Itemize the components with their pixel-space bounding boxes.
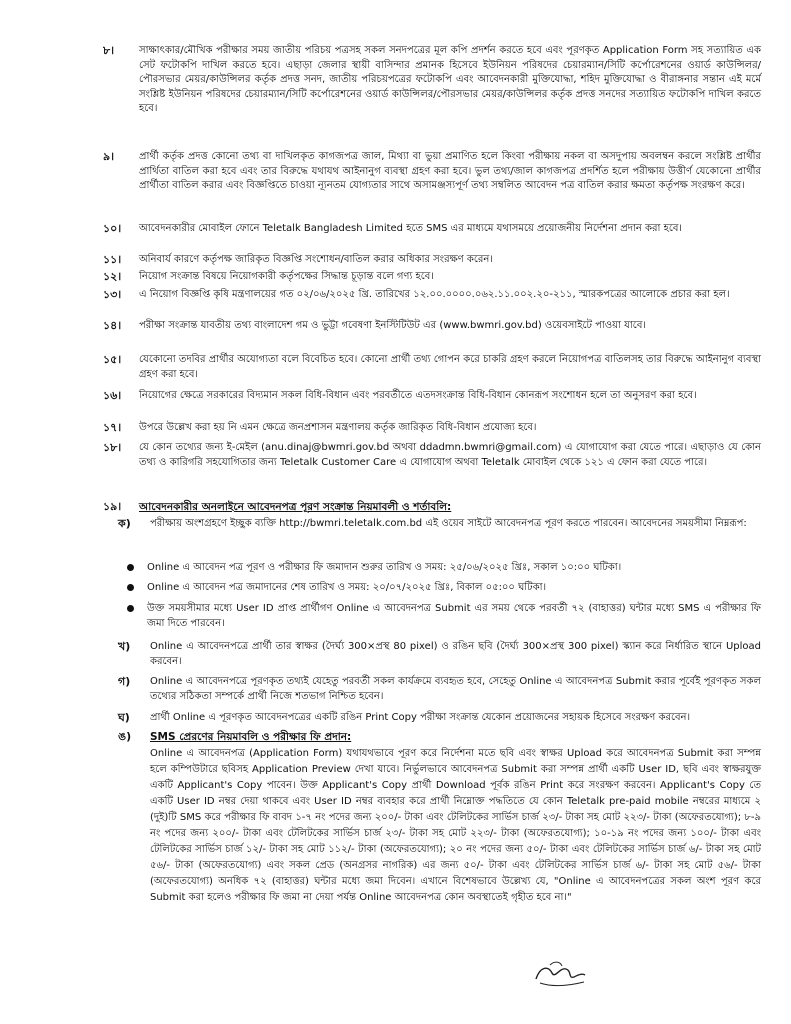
- sub-clause-text: Online এ আবেদনপত্রে প্রার্থী তার স্বাক্ষর (দৈর্ঘ্য 300×প্রস্থ 80 pixel) ও রঙিন ছবি (দৈর্ঘ্য 300×প্রস্থ 300 pixel) স্ক্যান করে নির্ধারিত স্থানে Upload করবেন।: [150, 641, 761, 667]
- clause-text: পরীক্ষা সংক্রান্ত যাবতীয় তথ্য বাংলাদেশ গম ও ভুট্টা গবেষণা ইনস্টিটিউট এর (www.bwmri.gov.bd) ওয়েবসাইটে পাওয়া যাবে।: [139, 320, 646, 331]
- bullet-text: Online এ আবেদন পত্র জমাদানের শেষ তারিখ ও সময়: ২০/০৭/২০২৫ খ্রিঃ, বিকাল ০৫:০০ ঘটিকা।: [147, 582, 547, 593]
- clause-text: যেকোনো তদবির প্রার্থীর অযোগ্যতা বলে বিবেচিত হবে। কোনো প্রার্থী তথ্য গোপন করে চাকরি গ্রহণ করলে নিয়োগপত্র বাতিলসহ তার বিরুদ্ধে আইনানুগ ব্যবস্থা গ্রহণ করা হবে।: [139, 354, 761, 380]
- clause-number: ১৫।: [103, 353, 122, 366]
- clause-text: নিয়োগ সংক্রান্ত বিষয়ে নিয়োগকারী কর্তৃপক্ষের সিদ্ধান্ত চূড়ান্ত বলে গণ্য হবে।: [139, 271, 434, 282]
- clause-text: এ নিয়োগ বিজ্ঞপ্তি কৃষি মন্ত্রণালয়ের গত ০২/০৬/২০২৫ খ্রি. তারিখের ১২.০০.০০০০.০৬২.১১.০০২.২০-২১১, স্মারকপত্রের আলোকে প্রচার করা হল।: [139, 289, 730, 300]
- bullet-icon: [127, 564, 134, 571]
- sub-clause-number: ক): [118, 517, 131, 530]
- bullet-text: উক্ত সময়সীমার মধ্যে User ID প্রাপ্ত প্রার্থীগণ Online এ আবেদনপত্র Submit এর সময় থেকে পরবর্তী ৭২ (বাহাত্তর) ঘন্টার মধ্যে SMS এ পরীক্ষার ফি জমা দিতে পারবেন।: [147, 603, 761, 629]
- sub-clause-heading: SMS প্রেরণের নিয়মাবলি ও পরীক্ষার ফি প্রদান:: [150, 731, 352, 743]
- bullet-text: Online এ আবেদন পত্র পূরণ ও পরীক্ষার ফি জমাদান শুরুর তারিখ ও সময়: ২৫/০৬/২০২৫ খ্রিঃ, সকাল ১০:০০ ঘটিকা।: [147, 562, 622, 573]
- sub-clause-number: ঙ): [118, 730, 132, 743]
- section-heading: আবেদনকারীর অনলাইনে আবেদনপত্র পূরণ সংক্রান্ত নিয়মাবলী ও শর্তাবলি:: [139, 501, 452, 513]
- clause-text: অনিবার্য কারণে কর্তৃপক্ষ জারিকৃত বিজ্ঞপ্তি সংশোধন/বাতিল করার অধিকার সংরক্ষণ করেন।: [139, 254, 493, 265]
- clause-number: ১৩।: [103, 288, 122, 301]
- bullet-icon: [127, 584, 134, 591]
- bullet-icon: [127, 605, 134, 612]
- clause-text: প্রার্থী কর্তৃক প্রদত্ত কোনো তথ্য বা দাখিলকৃত কাগজপত্র জাল, মিথ্যা বা ভুয়া প্রমাণিত হলে কিংবা পরীক্ষায় নকল বা অসদুপায় অবলম্বন করলে সংশ্লিষ্ট প্রার্থীর প্রার্থিতা বাতিল করা হবে এবং তার বিরুদ্ধে যথাযথ আইনানুগ ব্যবস্থা গ্রহণ করা হবে। ভুল তথ্য/জাল কাগজপত্র প্রদর্শিত হলে পরীক্ষায় উত্তীর্ণ যেকোনো প্রার্থীর প্রার্থীতা বাতিল করার এবং বিজ্ঞপ্তিতে চাওয়া ন্যূনতম যোগ্যতার সাথে অসামঞ্জস্যপূর্ণ তথ্য সম্বলিত আবেদন পত্র বাতিল করার ক্ষমতা কর্তৃপক্ষ সংরক্ষণ করে।: [139, 151, 761, 191]
- clause-text: আবেদনকারীর মোবাইল ফোনে Teletalk Bangladesh Limited হতে SMS এর মাধ্যমে যথাসময়ে প্রয়োজনীয় নির্দেশনা প্রদান করা হবে।: [139, 223, 682, 234]
- sub-clause-text: পরীক্ষায় অংশগ্রহণে ইচ্ছুক ব্যক্তি http://bwmri.teletalk.com.bd এই ওয়েব সাইটে আবেদনপত্র পূরণ করতে পারবেন। আবেদনের সময়সীমা নিম্নরূপ:: [150, 518, 747, 529]
- clause-number: ১৯।: [103, 500, 122, 513]
- sub-clause-text: প্রার্থী Online এ পূরণকৃত আবেদনপত্রের একটি রঙিন Print Copy পরীক্ষা সংক্রান্ত যেকোন প্রয়োজনের সহায়ক হিসেবে সংরক্ষণ করবেন।: [150, 712, 691, 723]
- sub-clause-number: খ): [118, 640, 131, 653]
- clause-text: নিয়োগের ক্ষেত্রে সরকারের বিদ্যমান সকল বিধি-বিধান এবং পরবর্তীতে এতদসংক্রান্ত বিধি-বিধান কোনরূপ সংশোধন হলে তা অনুসরণ করা হবে।: [139, 390, 697, 401]
- clause-number: ১৮।: [103, 441, 122, 454]
- sub-clause-number: ঘ): [118, 711, 130, 724]
- clause-text: উপরে উল্লেখ করা হয় নি এমন ক্ষেত্রে জনপ্রশাসন মন্ত্রণালয় কর্তৃক জারিকৃত বিধি-বিধান প্রযোজ্য হবে।: [139, 422, 537, 433]
- clause-number: ১২।: [103, 270, 122, 283]
- sub-clause-text: Online এ আবেদনপত্র (Application Form) যথাযথভাবে পূরণ করে নির্দেশনা মতে ছবি এবং স্বাক্ষর Upload করে আবেদনপত্র Submit করা সম্পন্ন হলে কম্পিউটারে ছবিসহ Application Preview দেখা যাবে। নির্ভুলভাবে আবেদনপত্র Submit করা সম্পন্ন প্রার্থী একটি User ID, ছবি এবং স্বাক্ষরযুক্ত একটি Applicant's Copy পাবেন। উক্ত Applicant's Copy প্রার্থী Download পূর্বক রঙিন Print করে সংরক্ষণ করবেন। Applicant's Copy তে একটি User ID নম্বর দেয়া থাকবে এবং User ID নম্বর ব্যবহার করে প্রার্থী নিম্নোক্ত পদ্ধতিতে যে কোন Teletalk pre-paid mobile নম্বরের মাধ্যমে ২ (দুই)টি SMS করে পরীক্ষার ফি বাবদ ১-৭ নং পদের জন্য ২০০/- টাকা এবং টেলিটকের সার্ভিস চার্জ ২৩/- টাকা সহ মোট ২২৩/- টাকা (অফেরতযোগ্য); ৮-৯ নং পদের জন্য ২০০/- টাকা এবং টেলিটকের সার্ভিস চার্জ ২৩/- টাকা সহ মোট ২২৩/- টাকা (অফেরতযোগ্য); ১০-১৯ নং পদের জন্য ১০০/- টাকা এবং টেলিটকের সার্ভিস চার্জ ১২/- টাকা সহ মোট ১১২/- টাকা (অফেরতযোগ্য); ২০ নং পদের জন্য ৫০/- টাকা এবং টেলিটকের সার্ভিস চার্জ ৬/- টাকা সহ মোট ৫৬/- টাকা (অফেরতযোগ্য) এবং সকল প্রেড (অনগ্রসর নাগরিক) এর জন্য ৫০/- টাকা এবং টেলিটকের সার্ভিস চার্জ ৬/- টাকা সহ মোট ৫৬/- টাকা (অফেরতযোগ্য) অনধিক ৭২ (বাহাত্তর) ঘন্টার মধ্যে জমা দিবেন। এখানে বিশেষভাবে উল্লেখ্য যে, "Online এ আবেদনপত্রের সকল অংশ পূরণ করে Submit করা হলেও পরীক্ষার ফি জমা না দেয়া পর্যন্ত Online আবেদনপত্র কোন অবস্থাতেই গৃহীত হবে না।": [150, 748, 761, 903]
- clause-text: যে কোন তথ্যের জন্য ই-মেইল (anu.dinaj@bwmri.gov.bd অথবা ddadmn.bwmri@gmail.com) এ যোগাযোগ করা যেতে পারে। এছাড়াও যে কোন তথ্য ও কারিগরি সহযোগিতার জন্য Teletalk Customer Care এ যোগাযোগ অথবা Teletalk মোবাইল থেকে ১২১ এ ফোন করা যেতে পারে।: [139, 442, 761, 468]
- clause-number: ১৪।: [103, 319, 122, 332]
- clause-number: ৯।: [103, 150, 115, 163]
- clause-number: ১১।: [103, 253, 122, 266]
- clause-number: ৮।: [103, 44, 115, 57]
- clause-text: সাক্ষাৎকার/মৌখিক পরীক্ষার সময় জাতীয় পরিচয় পত্রসহ সকল সনদপত্রের মূল কপি প্রদর্শন করতে হবে এবং পূরণকৃত Application Form সহ সত্যায়িত এক সেট ফটোকপি দাখিল করতে হবে। এছাড়া জেলার স্থায়ী বাসিন্দার প্রমানক হিসেবে ইউনিয়ন পরিষদের চেয়ারম্যান/সিটি কর্পোরেশনের ওয়ার্ড কাউন্সিলর/পৌরসভার মেয়র/কাউন্সিলর কর্তৃক প্রদত্ত সনদ, জাতীয় পরিচয়পত্রের ফটোকপি এবং আবেদনকারী মুক্তিযোদ্ধা, শহিদ মুক্তিযোদ্ধা ও বীরাঙ্গনার সন্তান এই মর্মে সংশ্লিষ্ট ইউনিয়ন পরিষদের চেয়ারম্যান/সিটি কর্পোরেশনের ওয়ার্ড কাউন্সিলর/পৌরসভার মেয়র/কাউন্সিলর কর্তৃক প্রদত্ত সনদের সত্যায়িত ফটোকপি দাখিল করতে হবে।: [139, 45, 761, 114]
- clause-number: ১০।: [103, 222, 122, 235]
- sub-clause-number: গ): [118, 675, 131, 688]
- signature-mark: [530, 953, 590, 993]
- sub-clause-text: Online এ আবেদনপত্রে পূরণকৃত তথ্যই যেহেতু পরবর্তী সকল কার্যক্রমে ব্যবহৃত হবে, সেহেতু Online এ আবেদনপত্র Submit করার পূর্বেই পূরণকৃত সকল তথ্যের সঠিকতা সম্পর্কে প্রার্থী নিজে শতভাগ নিশ্চিত হবেন।: [150, 676, 761, 702]
- clause-number: ১৬।: [103, 389, 122, 402]
- clause-number: ১৭।: [103, 421, 122, 434]
